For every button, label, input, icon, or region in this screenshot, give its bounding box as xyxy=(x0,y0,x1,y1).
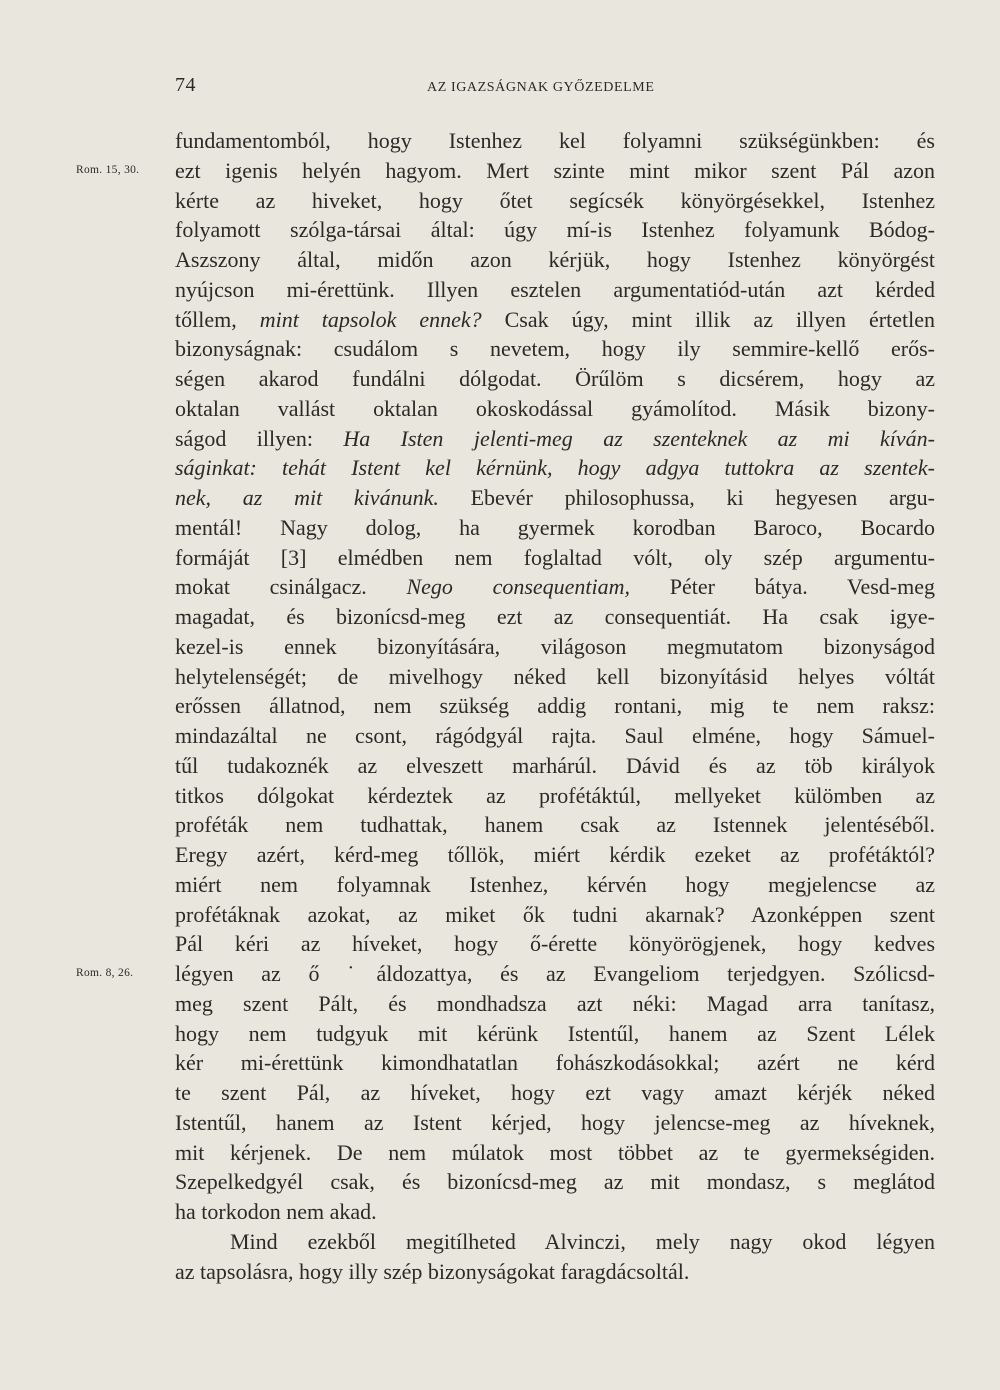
text-span: Pál kéri az híveket, hogy ő-érette könyörögjenek, hogy kedves xyxy=(175,931,935,957)
text-span: hogy nem tudgyuk mit kérünk Istentűl, hanem az Szent Lélek xyxy=(175,1020,935,1046)
text-span: miért nem folyamnak Istenhez, kérvén hogy megjelencse az xyxy=(175,871,935,897)
text-span: formáját [3] elmédben nem foglaltad vólt, oly szép argumentu- xyxy=(175,544,935,570)
text-span: ezt igenis helyén hagyom. Mert szinte mint mikor szent Pál azon xyxy=(175,157,935,183)
italic-span: nek, az mit kivánunk. xyxy=(175,485,439,510)
text-span: te szent Pál, az híveket, hogy ezt vagy amazt kérjék néked xyxy=(175,1080,935,1105)
text-span: Ebevér philosophussa, ki hegyesen argu- xyxy=(438,485,935,510)
text-span: erőssen állatnod, nem szükség addig rontani, mig te nem raksz: xyxy=(175,693,935,719)
text-span: profétáknak azokat, az miket ők tudni akarnak? Azonképpen szent xyxy=(175,901,935,927)
text-span: kérte az hiveket, hogy őtet segícsék könyörgésekkel, Istenhez xyxy=(175,187,935,213)
text-span: tűl tudakoznék az elveszett marhárúl. Dávid és az töb királyok xyxy=(175,752,935,778)
text-span: légyen az ő ˙áldozattya, és az Evangeliom terjedgyen. Szólicsd- xyxy=(175,961,935,986)
text-span: helytelenségét; de mivelhogy néked kell bizonyításid helyes vóltát xyxy=(175,663,935,689)
text-span: mokat csinálgacz. xyxy=(175,574,407,600)
text-span: Eregy azért, kérd-meg tőllök, miért kérdik ezeket az profétáktól? xyxy=(175,842,935,867)
text-span: mentál! Nagy dolog, ha gyermek korodban Baroco, Bocardo xyxy=(175,514,935,540)
margin-note: Rom. 15, 30. xyxy=(76,163,140,176)
text-span: folyamott szólga-társai által: úgy mí-is Istenhez folyamunk Bódog- xyxy=(175,217,935,243)
text-line xyxy=(175,1255,935,1289)
italic-span: Nego consequentiam, xyxy=(406,574,631,600)
text-span: Istentűl, hanem az Istent kérjed, hogy jelencse-meg az híveknek, xyxy=(175,1109,935,1135)
text-span: mindazáltal ne csont, rágódgyál rajta. Saul elméne, hogy Sámuel- xyxy=(175,723,935,748)
italic-span: mint tapsolok ennek? xyxy=(259,306,482,332)
text-span: kezel-is ennek bizonyítására, világoson megmutatom bizonyságod xyxy=(175,633,935,659)
text-span: ha torkodon nem akad. xyxy=(175,1199,377,1224)
text-span: proféták nem tudhattak, hanem csak az Istennek jelentéséből. xyxy=(175,812,935,838)
page-number: 74 xyxy=(175,74,196,96)
text-span: kér mi-érettünk kimondhatatlan fohászkodásokkal; azért ne kérd xyxy=(175,1050,935,1076)
text-span: Mind ezekből megitílheted Alvinczi, mely nagy okod légyen xyxy=(230,1228,935,1254)
text-span: fundamentomból, hogy Istenhez kel folyamni szükségünkben: és xyxy=(175,128,935,153)
margin-note: Rom. 8, 26. xyxy=(76,967,134,979)
text-span: az tapsolásra, hogy illy szép bizonyságokat faragdácsoltál. xyxy=(175,1258,690,1284)
text-span: ségen akarod fundálni dólgodat. Örűlöm s dicsérem, hogy az xyxy=(175,366,935,391)
running-title: AZ IGAZSÁGNAK GYŐZEDELME xyxy=(427,80,655,95)
text-span: Szepelkedgyél csak, és bizonícsd-meg az mit mondasz, s meglátod xyxy=(175,1169,935,1195)
text-span: Aszszony által, midőn azon kérjük, hogy Istenhez könyörgést xyxy=(175,247,935,272)
text-span: oktalan vallást oktalan okoskodással gyámolítod. Másik bizony- xyxy=(175,395,935,421)
page-header xyxy=(175,74,935,104)
text-span: ságod illyen: xyxy=(175,425,344,451)
text-span: bizonyságnak: csudálom s nevetem, hogy ily semmire-kellő erős- xyxy=(175,336,935,362)
text-span: Péter bátya. Vesd-meg xyxy=(630,574,935,600)
text-span: meg szent Pált, és mondhadsza azt néki: Magad arra tanítasz, xyxy=(175,990,935,1016)
text-span: titkos dólgokat kérdeztek az profétáktúl, mellyeket külömben az xyxy=(175,782,935,808)
text-span: nyújcson mi-érettünk. Illyen esztelen argumentatiód-után azt kérded xyxy=(175,276,935,302)
text-span: tőllem, xyxy=(175,306,260,332)
text-span: magadat, és bizonícsd-meg ezt az consequentiát. Ha csak igye- xyxy=(175,604,935,629)
text-span: mit kérjenek. De nem múlatok most többet az te gyermekségiden. xyxy=(175,1139,935,1165)
italic-span: ságinkat: tehát Istent kel kérnünk, hogy adgya tuttokra az szentek- xyxy=(175,455,935,481)
italic-span: Ha Isten jelenti-meg az szenteknek az mi kíván- xyxy=(343,425,935,451)
text-span: Csak úgy, mint illik az illyen értetlen xyxy=(481,306,935,332)
